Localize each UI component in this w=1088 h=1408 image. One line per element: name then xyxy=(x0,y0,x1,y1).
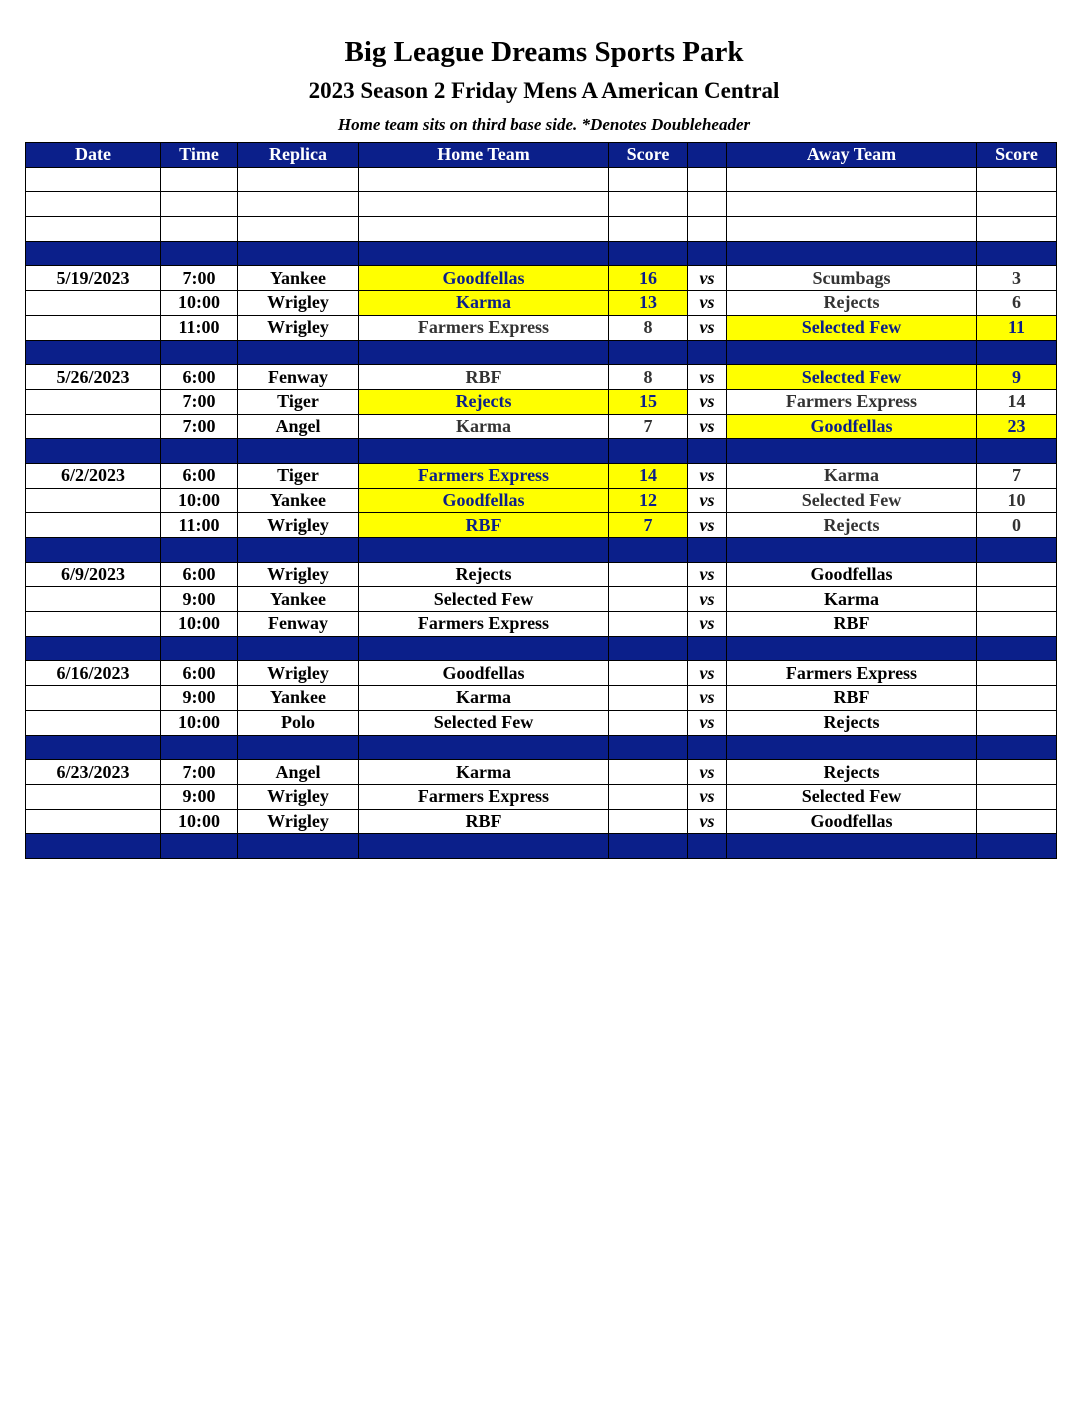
vs-label: vs xyxy=(688,710,727,735)
game-row xyxy=(26,389,1057,414)
game-replica: Tiger xyxy=(238,389,359,414)
away-score xyxy=(977,710,1057,735)
game-row xyxy=(26,612,1057,637)
home-score xyxy=(609,760,688,785)
home-score xyxy=(609,809,688,834)
away-team: RBF xyxy=(727,612,977,637)
vs-label: vs xyxy=(688,661,727,686)
away-score: 23 xyxy=(977,414,1057,439)
away-score: 14 xyxy=(977,389,1057,414)
home-team: Karma xyxy=(359,686,609,711)
game-replica: Yankee xyxy=(238,587,359,612)
game-row xyxy=(26,365,1057,390)
game-replica: Yankee xyxy=(238,266,359,291)
game-time: 10:00 xyxy=(161,612,238,637)
game-time: 7:00 xyxy=(161,389,238,414)
game-row xyxy=(26,784,1057,809)
empty-row xyxy=(26,167,1057,192)
vs-label: vs xyxy=(688,291,727,316)
game-row xyxy=(26,686,1057,711)
away-team: Scumbags xyxy=(727,266,977,291)
game-replica: Polo xyxy=(238,710,359,735)
game-replica: Wrigley xyxy=(238,562,359,587)
home-team: RBF xyxy=(359,513,609,538)
game-time: 10:00 xyxy=(161,291,238,316)
game-replica: Angel xyxy=(238,760,359,785)
game-date xyxy=(26,414,161,439)
game-date: 6/16/2023 xyxy=(26,661,161,686)
away-team: Rejects xyxy=(727,710,977,735)
game-row xyxy=(26,266,1057,291)
away-score xyxy=(977,661,1057,686)
home-score xyxy=(609,661,688,686)
vs-label: vs xyxy=(688,414,727,439)
game-replica: Wrigley xyxy=(238,291,359,316)
empty-row xyxy=(26,192,1057,217)
home-score: 14 xyxy=(609,463,688,488)
game-date xyxy=(26,686,161,711)
schedule-table xyxy=(25,142,1057,859)
game-time: 9:00 xyxy=(161,784,238,809)
home-team: RBF xyxy=(359,365,609,390)
separator-row xyxy=(26,636,1057,661)
vs-label: vs xyxy=(688,513,727,538)
vs-label: vs xyxy=(688,463,727,488)
column-header-time: Time xyxy=(161,143,238,168)
away-team: Selected Few xyxy=(727,488,977,513)
away-score: 6 xyxy=(977,291,1057,316)
away-team: Karma xyxy=(727,587,977,612)
away-team: Farmers Express xyxy=(727,661,977,686)
away-score: 3 xyxy=(977,266,1057,291)
game-replica: Fenway xyxy=(238,365,359,390)
away-team: Karma xyxy=(727,463,977,488)
game-replica: Yankee xyxy=(238,488,359,513)
page-title: Big League Dreams Sports Park xyxy=(344,36,744,68)
home-score: 15 xyxy=(609,389,688,414)
game-date xyxy=(26,315,161,340)
home-score xyxy=(609,686,688,711)
home-team: RBF xyxy=(359,809,609,834)
game-row xyxy=(26,587,1057,612)
game-date xyxy=(26,612,161,637)
home-score: 16 xyxy=(609,266,688,291)
column-header-home-score: Score xyxy=(609,143,688,168)
away-score xyxy=(977,612,1057,637)
game-time: 7:00 xyxy=(161,414,238,439)
away-score: 10 xyxy=(977,488,1057,513)
home-team: Farmers Express xyxy=(359,315,609,340)
game-row xyxy=(26,710,1057,735)
game-replica: Angel xyxy=(238,414,359,439)
home-team: Goodfellas xyxy=(359,488,609,513)
away-team: Selected Few xyxy=(727,365,977,390)
game-replica: Wrigley xyxy=(238,661,359,686)
away-team: Rejects xyxy=(727,291,977,316)
vs-label: vs xyxy=(688,266,727,291)
away-team: Rejects xyxy=(727,513,977,538)
game-row xyxy=(26,414,1057,439)
game-date xyxy=(26,809,161,834)
home-team: Farmers Express xyxy=(359,463,609,488)
vs-label: vs xyxy=(688,587,727,612)
away-team: Goodfellas xyxy=(727,809,977,834)
away-score: 11 xyxy=(977,315,1057,340)
away-team: Goodfellas xyxy=(727,562,977,587)
vs-label: vs xyxy=(688,562,727,587)
away-score xyxy=(977,784,1057,809)
away-score: 7 xyxy=(977,463,1057,488)
game-row xyxy=(26,760,1057,785)
away-team: Rejects xyxy=(727,760,977,785)
game-row xyxy=(26,463,1057,488)
away-score: 9 xyxy=(977,365,1057,390)
game-date: 6/9/2023 xyxy=(26,562,161,587)
game-row xyxy=(26,562,1057,587)
home-score xyxy=(609,587,688,612)
away-team: Selected Few xyxy=(727,315,977,340)
game-row xyxy=(26,513,1057,538)
game-time: 10:00 xyxy=(161,488,238,513)
game-date xyxy=(26,710,161,735)
game-date: 5/19/2023 xyxy=(26,266,161,291)
home-team: Farmers Express xyxy=(359,784,609,809)
header-row xyxy=(26,143,1057,168)
game-replica: Wrigley xyxy=(238,315,359,340)
game-replica: Wrigley xyxy=(238,513,359,538)
home-score: 8 xyxy=(609,365,688,390)
away-score xyxy=(977,809,1057,834)
home-score xyxy=(609,612,688,637)
vs-label: vs xyxy=(688,612,727,637)
game-row xyxy=(26,661,1057,686)
column-header-away-score: Score xyxy=(977,143,1057,168)
page-subtitle: 2023 Season 2 Friday Mens A American Central xyxy=(308,78,780,103)
game-date: 6/23/2023 xyxy=(26,760,161,785)
away-score xyxy=(977,562,1057,587)
home-team: Karma xyxy=(359,291,609,316)
game-replica: Tiger xyxy=(238,463,359,488)
game-time: 10:00 xyxy=(161,710,238,735)
separator-row xyxy=(26,241,1057,266)
home-score xyxy=(609,562,688,587)
away-team: RBF xyxy=(727,686,977,711)
home-score xyxy=(609,710,688,735)
column-header-away-team: Away Team xyxy=(727,143,977,168)
game-date xyxy=(26,488,161,513)
home-score: 13 xyxy=(609,291,688,316)
away-team: Goodfellas xyxy=(727,414,977,439)
away-team: Farmers Express xyxy=(727,389,977,414)
game-row xyxy=(26,488,1057,513)
game-time: 11:00 xyxy=(161,315,238,340)
away-score xyxy=(977,760,1057,785)
away-team: Selected Few xyxy=(727,784,977,809)
game-replica: Wrigley xyxy=(238,784,359,809)
column-header-date: Date xyxy=(26,143,161,168)
home-score: 7 xyxy=(609,513,688,538)
game-date xyxy=(26,291,161,316)
schedule-body xyxy=(26,167,1057,858)
home-team: Selected Few xyxy=(359,587,609,612)
game-time: 6:00 xyxy=(161,562,238,587)
game-time: 11:00 xyxy=(161,513,238,538)
game-date xyxy=(26,784,161,809)
home-score: 12 xyxy=(609,488,688,513)
home-team: Rejects xyxy=(359,389,609,414)
game-time: 6:00 xyxy=(161,365,238,390)
game-time: 7:00 xyxy=(161,760,238,785)
vs-label: vs xyxy=(688,760,727,785)
game-date xyxy=(26,389,161,414)
vs-label: vs xyxy=(688,389,727,414)
game-date xyxy=(26,587,161,612)
game-date xyxy=(26,513,161,538)
home-team: Karma xyxy=(359,414,609,439)
game-time: 9:00 xyxy=(161,587,238,612)
home-score: 8 xyxy=(609,315,688,340)
vs-label: vs xyxy=(688,686,727,711)
column-header-replica: Replica xyxy=(238,143,359,168)
vs-label: vs xyxy=(688,488,727,513)
game-row xyxy=(26,315,1057,340)
column-header-home-team: Home Team xyxy=(359,143,609,168)
game-time: 7:00 xyxy=(161,266,238,291)
separator-row xyxy=(26,834,1057,859)
game-replica: Wrigley xyxy=(238,809,359,834)
home-team: Goodfellas xyxy=(359,661,609,686)
game-replica: Fenway xyxy=(238,612,359,637)
vs-label: vs xyxy=(688,365,727,390)
away-score: 0 xyxy=(977,513,1057,538)
game-row xyxy=(26,809,1057,834)
separator-row xyxy=(26,538,1057,563)
game-time: 6:00 xyxy=(161,463,238,488)
away-score xyxy=(977,587,1057,612)
column-header-vs xyxy=(688,143,727,168)
home-team: Selected Few xyxy=(359,710,609,735)
separator-row xyxy=(26,735,1057,760)
home-score xyxy=(609,784,688,809)
home-team: Goodfellas xyxy=(359,266,609,291)
vs-label: vs xyxy=(688,315,727,340)
game-date: 5/26/2023 xyxy=(26,365,161,390)
vs-label: vs xyxy=(688,784,727,809)
schedule-note: Home team sits on third base side. *Denotes Doubleheader xyxy=(337,115,751,134)
game-time: 10:00 xyxy=(161,809,238,834)
game-replica: Yankee xyxy=(238,686,359,711)
vs-label: vs xyxy=(688,809,727,834)
game-date: 6/2/2023 xyxy=(26,463,161,488)
separator-row xyxy=(26,340,1057,365)
home-team: Karma xyxy=(359,760,609,785)
home-team: Farmers Express xyxy=(359,612,609,637)
game-time: 9:00 xyxy=(161,686,238,711)
home-score: 7 xyxy=(609,414,688,439)
separator-row xyxy=(26,439,1057,464)
away-score xyxy=(977,686,1057,711)
empty-row xyxy=(26,217,1057,242)
game-row xyxy=(26,291,1057,316)
home-team: Rejects xyxy=(359,562,609,587)
game-time: 6:00 xyxy=(161,661,238,686)
